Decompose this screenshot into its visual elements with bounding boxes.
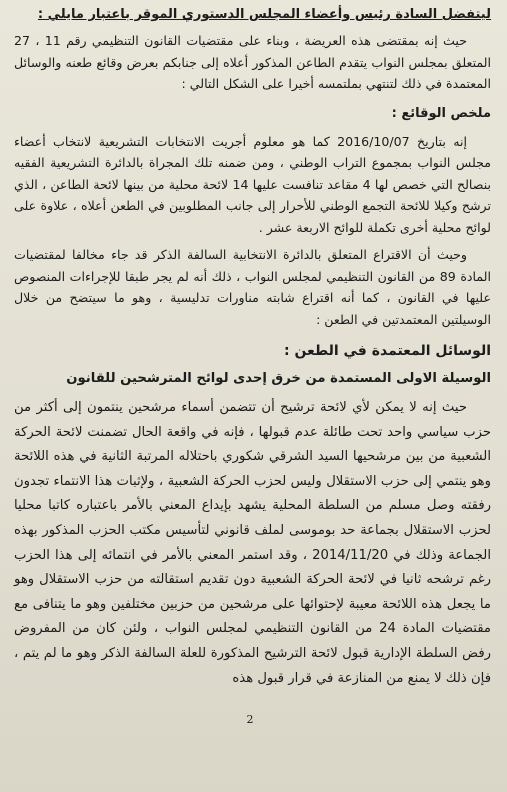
first-means-heading: الوسيلة الاولى المستمدة من خرق إحدى لوائح المترشحين للقانون xyxy=(66,371,491,386)
intro-paragraph: حيث إنه بمقتضى هذه العريضة ، وبناء على مقتضيات القانون التنظيمي رقم 11 ، 27 المتعلق بمجلس النواب يتقدم الطاعن المذكور أعلاه إلى جنابكم بعرض وقائع طعنه والوسائل المعتمدة في ذلك لتنتهي بملتمسه أخيرا على الشكل التالي : xyxy=(14,33,491,91)
facts-paragraph-2: وحيث أن الاقتراع المتعلق بالدائرة الانتخابية السالفة الذكر قد جاء مخالفا لمقتضيات المادة 89 من القانون التنظيمي لمجلس النواب ، ذلك أنه لم يجر طبقا للإجراءات المنصوص عليها في القانون ، كما أنه اقتراع شابته مناورات تدليسية ، وهو ما سيتضح من خلال الوسيلتين المعتمدتين في الطعن : xyxy=(14,247,491,327)
first-means-paragraph: حيث إنه لا يمكن لأي لائحة ترشيح أن تتضمن أسماء مرشحين ينتمون إلى أكثر من حزب سياسي واحد تحت طائلة عدم قبولها ، فإنه في واقعة الحال تضمنت لائحة الحركة الشعبية من بين مرشحيها السيد الشرقي شكوري باحتلاله المرتبة الثانية في هذه اللائحة وهو ينتمي إلى حزب الاستقلال وليس لحزب الحركة الشعبية ، ولإثبات هذا الانتماء تجدون رفقته وصل مسلم من السلطة المحلية يشهد بإيداع المعني بالأمر باعتباره كاتبا محليا لحزب الاستقلال بجماعة حد بوموسى لملف قانوني لتأسيس مكتب الحزب المذكور بهذه الجماعة وذلك في 2014/11/20 ، وقد استمر المعني بالأمر في انتمائه إلى هذا الحزب رغم ترشحه ثانيا في لائحة الحركة الشعبية دون تقديم استقالته من حزب الاستقلال وهو ما يجعل هذه اللائحة معيبة لإحتوائها على مرشحين من حزبين مختلفين وهو ما يتنافى مع مقتضيات المادة 24 من القانون التنظيمي لمجلس النواب ، ولئن كان من المفروض رفض السلطة الإدارية قبول لائحة الترشيح المذكورة للعلة السالفة الذكر وهو ما لم يتم ، فإن ذلك لا يمنع من المنازعة في قرار قبول هذه xyxy=(14,400,492,686)
facts-heading: ملخص الوقائع : xyxy=(391,105,491,121)
means-heading: الوسائل المعتمدة في الطعن : xyxy=(283,343,491,359)
facts-paragraph-1: إنه بتاريخ 2016/10/07 كما هو معلوم أجريت الانتخابات التشريعية لانتخاب أعضاء مجلس النواب بمجموع التراب الوطني ، ومن ضمنه تلك المجراة بالدائرة التشريعية الفقيه بنصالح التي خصص لها 4 مقاعد تنافست عليها 14 لائحة محلية من بينها لائحة الطاعن ، الذي ترشح وكيلا للائحة التجمع الوطني للأحرار إلى جانب المطلوبين في الطعن أعلاه ، علاوة على لوائح محلية أخرى تكملة للوائح الاربعة عشر . xyxy=(14,133,492,235)
page-number: 2 xyxy=(246,713,254,726)
document-header: ليتفضل السادة رئيس وأعضاء المجلس الدستوري الموقر باعتبار مايلي : xyxy=(37,7,491,22)
